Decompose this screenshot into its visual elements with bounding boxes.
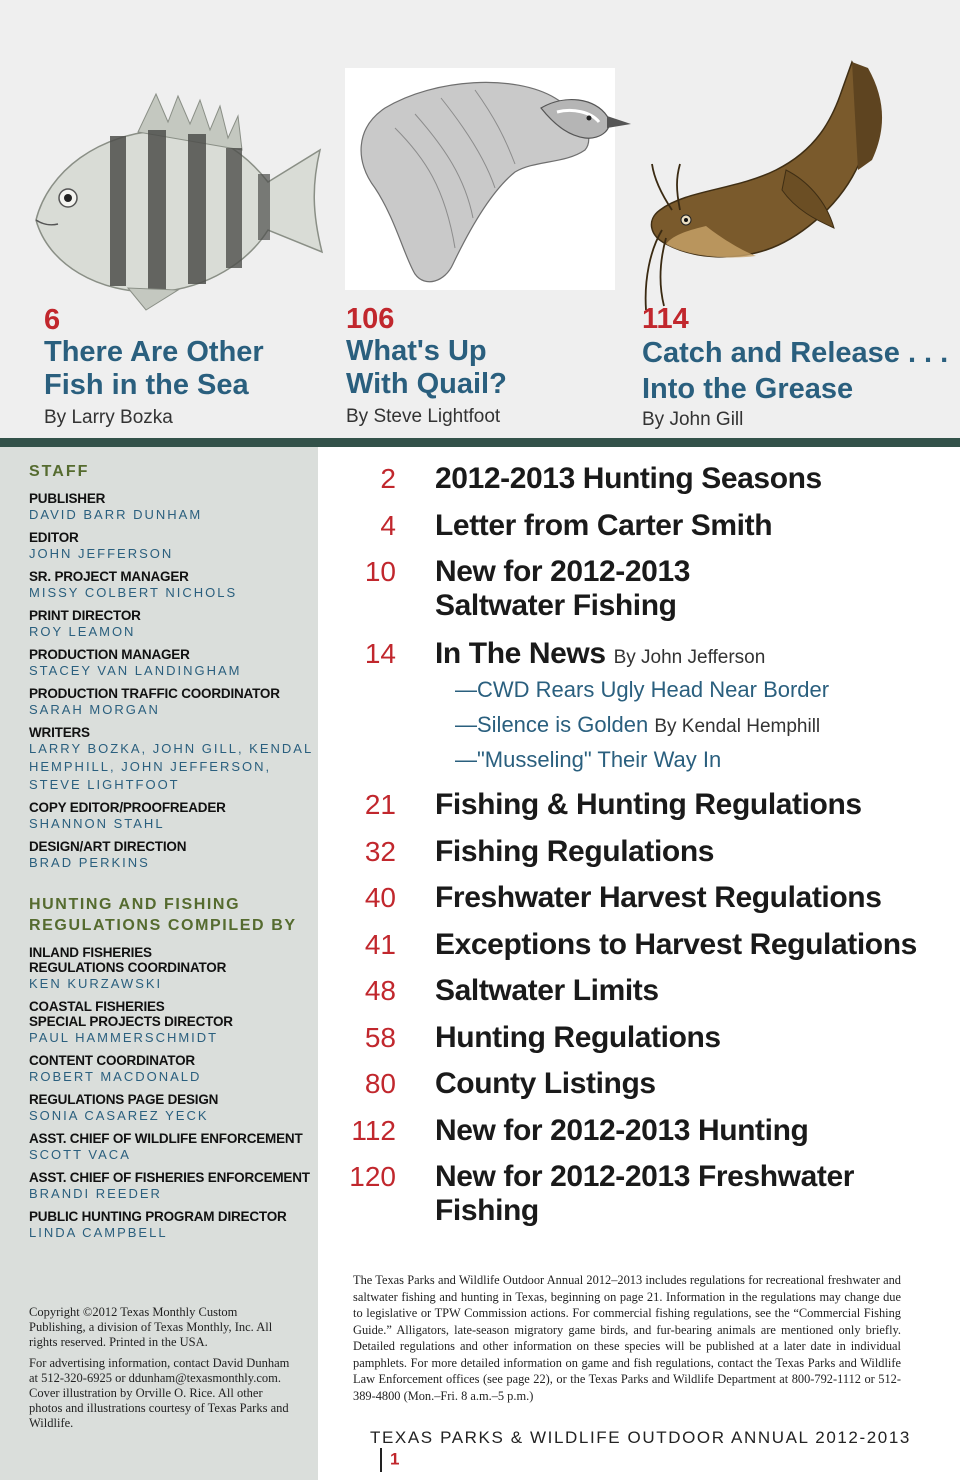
news-subitem-byline: By Kendal Hemphill [654, 716, 821, 737]
compiled-heading-line: REGULATIONS COMPILED BY [29, 917, 297, 934]
toc-page-number: 120 [349, 1161, 396, 1192]
feature-page-number: 6 [44, 304, 61, 336]
compiled-name: ROBERT MACDONALD [29, 1069, 202, 1084]
staff-role: COPY EDITOR/PROOFREADER [29, 800, 226, 815]
compiled-name: SCOTT VACA [29, 1147, 131, 1162]
toc-title [435, 555, 935, 623]
feature-title-line: There Are Other [44, 336, 264, 368]
staff-role: SR. PROJECT MANAGER [29, 569, 189, 584]
compiled-entry [29, 1092, 314, 1125]
feature-story-1[interactable] [44, 304, 334, 431]
toc-title: New for 2012-2013 Hunting [435, 1114, 809, 1147]
compiled-role: CONTENT COORDINATOR [29, 1053, 195, 1068]
staff-name: BRAD PERKINS [29, 855, 150, 870]
feature-story-2[interactable] [346, 303, 636, 430]
staff-name: SARAH MORGAN [29, 702, 160, 717]
page-number: 1 [390, 1449, 402, 1469]
page-footer [370, 1428, 930, 1472]
feature-page-number: 106 [346, 303, 395, 335]
masthead-sidebar [0, 447, 318, 1480]
staff-role: PRODUCTION TRAFFIC COORDINATOR [29, 686, 280, 701]
staff-role: PUBLISHER [29, 491, 106, 506]
toc-page-number: 80 [364, 1068, 396, 1099]
publication-name: TEXAS PARKS & WILDLIFE OUTDOOR ANNUAL 2012-2013 [370, 1428, 911, 1447]
toc-title [435, 637, 935, 675]
feature-title-line: Into the Grease [642, 373, 854, 405]
news-subitem[interactable] [455, 711, 820, 741]
staff-name: HEMPHILL, JOHN JEFFERSON, [29, 759, 272, 774]
staff-entry [29, 491, 314, 524]
staff-name: DAVID BARR DUNHAM [29, 507, 203, 522]
staff-name: SHANNON STAHL [29, 816, 165, 831]
staff-entry [29, 647, 314, 680]
masthead-list [29, 463, 314, 1248]
feature-area [0, 0, 960, 438]
compiled-role: REGULATIONS COORDINATOR [29, 960, 227, 975]
feature-byline: By Larry Bozka [44, 407, 173, 428]
compiled-role: ASST. CHIEF OF FISHERIES ENFORCEMENT [29, 1170, 310, 1185]
copyright-notice [29, 1305, 297, 1431]
copyright-paragraph: Copyright ©2012 Texas Monthly Custom Publishing, a division of Texas Monthly, Inc. All rights reserved. Printed in the USA. [29, 1305, 273, 1349]
compiled-entry [29, 1209, 314, 1242]
news-subitem[interactable] [455, 746, 721, 774]
toc-title: County Listings [435, 1067, 656, 1100]
compiled-entry [29, 1131, 314, 1164]
compiled-entry [29, 945, 314, 993]
news-subitem-text: —Silence is Golden [455, 712, 649, 737]
feature-title-line: Fish in the Sea [44, 369, 249, 401]
toc-title: Exceptions to Harvest Regulations [435, 928, 917, 961]
regulations-note: The Texas Parks and Wildlife Outdoor Annual 2012–2013 includes regulations for recreational freshwater and saltwater fishing and hunting in Texas, beginning on page 21. Information in the regulations may change due to legislative or TPW Commission actions. For commercial fishing regulations, see the “Commercial Fishing Guide.” Alligators, late-season migratory game birds, and fur-bearing animals are mentioned only briefly. Detailed regulations and other information on these species will be published at a later date in individual pamphlets. For more detailed information on game and fish regulations, contact the Texas Parks and Wildlife Law Enforcement offices (see page 22), or the Texas Parks and Wildlife Department at 800-792-1112 or 512-389-4800 (Mon.–Fri. 8 a.m.–5 p.m.) [353, 1273, 901, 1403]
toc-page-number: 14 [364, 638, 396, 669]
compiled-entry [29, 999, 314, 1047]
staff-entry [29, 800, 314, 833]
toc-title: Freshwater Harvest Regulations [435, 881, 882, 914]
toc-title: Saltwater Limits [435, 974, 659, 1007]
toc-byline: By John Jefferson [613, 647, 766, 668]
feature-title-line: What's Up [346, 335, 487, 367]
quail-illustration [345, 68, 635, 292]
news-subitem-text: —CWD Rears Ugly Head Near Border [455, 677, 830, 702]
compiled-heading-line: HUNTING AND FISHING [29, 896, 241, 913]
compiled-name: LINDA CAMPBELL [29, 1225, 168, 1240]
compiled-name: BRANDI REEDER [29, 1186, 162, 1201]
toc-page-number: 112 [351, 1115, 396, 1146]
compiled-entry [29, 1053, 314, 1086]
staff-heading: STAFF [29, 463, 90, 480]
compiled-role: PUBLIC HUNTING PROGRAM DIRECTOR [29, 1209, 287, 1224]
feature-title-line: With Quail? [346, 368, 507, 400]
compiled-entry [29, 1170, 314, 1203]
toc-page-number: 58 [364, 1022, 396, 1053]
toc-title-line: New for 2012-2013 [435, 555, 691, 588]
staff-name: STACEY VAN LANDINGHAM [29, 663, 242, 678]
compiled-role: COASTAL FISHERIES [29, 999, 165, 1014]
staff-entry [29, 686, 314, 719]
toc-page-number: 21 [364, 789, 396, 820]
compiled-role: ASST. CHIEF OF WILDLIFE ENFORCEMENT [29, 1131, 303, 1146]
catfish-illustration [636, 60, 936, 320]
feature-title-line: Catch and Release . . . [642, 337, 949, 369]
staff-name: STEVE LIGHTFOOT [29, 777, 180, 792]
toc-page-number: 10 [364, 556, 396, 587]
toc-page-number: 2 [380, 463, 396, 494]
toc-title-line: Saltwater Fishing [435, 589, 677, 622]
feature-byline: By Steve Lightfoot [346, 406, 501, 427]
toc-page-number: 4 [380, 510, 396, 541]
staff-entry [29, 530, 314, 563]
compiled-heading [29, 894, 314, 936]
staff-entry [29, 608, 314, 641]
staff-role: PRODUCTION MANAGER [29, 647, 190, 662]
feature-byline: By John Gill [642, 409, 744, 430]
compiled-role: REGULATIONS PAGE DESIGN [29, 1092, 219, 1107]
toc-title: Hunting Regulations [435, 1021, 721, 1054]
advertising-paragraph: For advertising information, contact David Dunham at 512-320-6925 or ddunham@texasmonthly.com. Cover illustration by Orville O. Rice. All other photos and illustrations courtesy of Texas Parks and Wildlife. [29, 1356, 290, 1430]
toc-title-line: Fishing [435, 1194, 539, 1227]
toc-page-number: 40 [364, 882, 396, 913]
compiled-role: SPECIAL PROJECTS DIRECTOR [29, 1014, 233, 1029]
compiled-role: INLAND FISHERIES [29, 945, 152, 960]
toc-title [435, 1160, 935, 1228]
toc-title: Letter from Carter Smith [435, 509, 773, 542]
staff-name: MISSY COLBERT NICHOLS [29, 585, 238, 600]
toc-page-number: 32 [364, 836, 396, 867]
feature-story-3[interactable] [642, 303, 952, 433]
toc-page-number: 41 [364, 929, 396, 960]
staff-role: DESIGN/ART DIRECTION [29, 839, 187, 854]
feature-page-number: 114 [642, 303, 689, 335]
toc-title: 2012-2013 Hunting Seasons [435, 462, 822, 495]
staff-entry [29, 839, 314, 872]
staff-role: PRINT DIRECTOR [29, 608, 141, 623]
staff-role: EDITOR [29, 530, 79, 545]
toc-title-text: In The News [435, 637, 606, 670]
staff-name: ROY LEAMON [29, 624, 136, 639]
toc-title-line: New for 2012-2013 Freshwater [435, 1160, 855, 1193]
footer-divider [380, 1448, 382, 1472]
toc-title: Fishing & Hunting Regulations [435, 788, 862, 821]
staff-role: WRITERS [29, 725, 90, 740]
news-subitem[interactable] [455, 676, 829, 704]
toc-title: Fishing Regulations [435, 835, 715, 868]
section-divider [0, 438, 960, 447]
compiled-name: PAUL HAMMERSCHMIDT [29, 1030, 219, 1045]
compiled-name: KEN KURZAWSKI [29, 976, 163, 991]
toc-page-number: 48 [364, 975, 396, 1006]
staff-entry [29, 569, 314, 602]
news-subitem-text: —"Musseling" Their Way In [455, 747, 722, 772]
staff-entry [29, 725, 314, 794]
compiled-name: SONIA CASAREZ YECK [29, 1108, 209, 1123]
sheepshead-fish-illustration [28, 92, 330, 312]
staff-name: LARRY BOZKA, JOHN GILL, KENDAL [29, 741, 314, 756]
staff-name: JOHN JEFFERSON [29, 546, 174, 561]
